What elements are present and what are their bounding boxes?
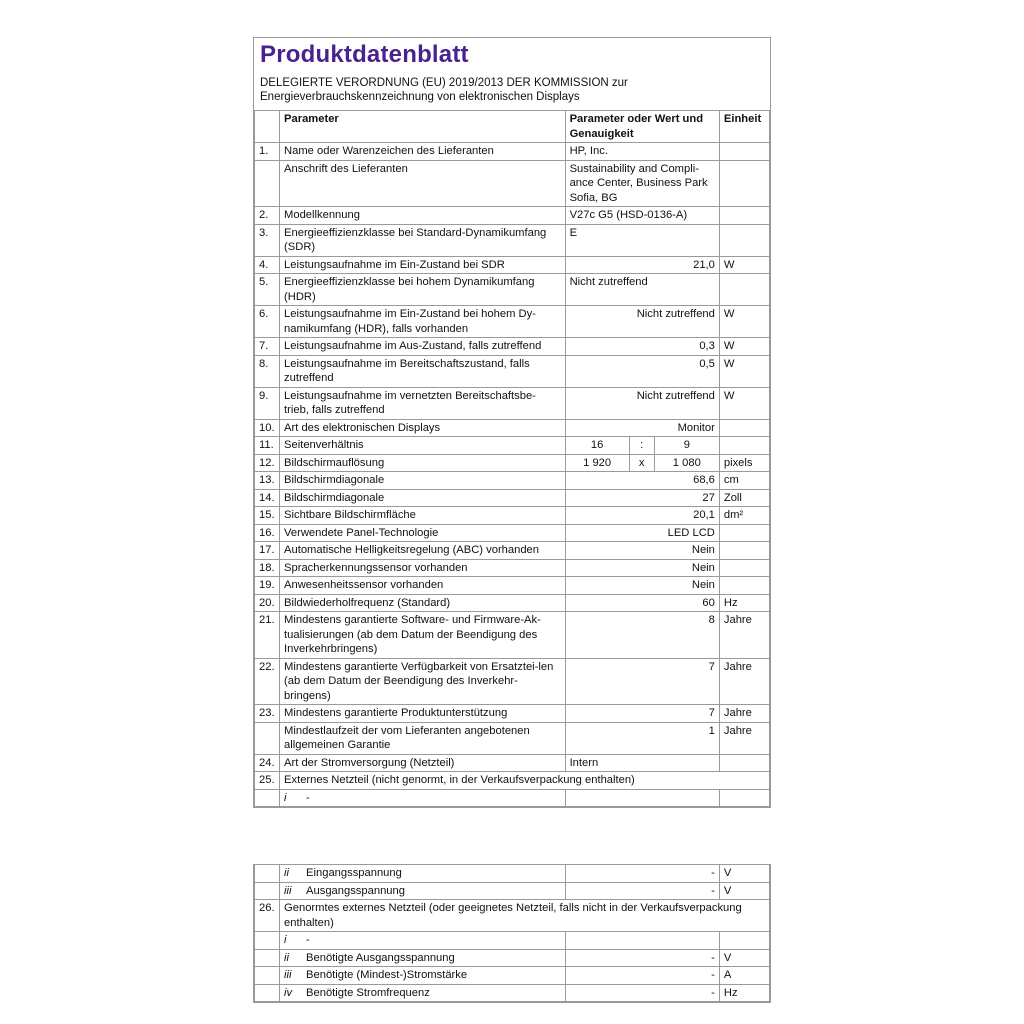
table-row	[255, 524, 770, 542]
row-unit: Jahre	[719, 658, 769, 705]
table-header-row	[255, 111, 770, 143]
table-row-external-psu	[255, 772, 770, 790]
table-subrow	[255, 984, 770, 1002]
spec-table	[254, 110, 770, 807]
row-value: 60	[565, 594, 719, 612]
subrow-unit: V	[719, 865, 769, 883]
row-number: 8.	[255, 355, 280, 387]
subrow-label-cell	[280, 882, 566, 900]
row-unit	[719, 524, 769, 542]
row-value: Sustainability and Compli-ance Center, Business Park Sofia, BG	[565, 160, 719, 207]
row-unit: W	[719, 256, 769, 274]
subrow-index: i	[284, 934, 287, 946]
subrow-label-cell	[280, 865, 566, 883]
subrow-label-cell	[280, 932, 566, 950]
row-label: Anschrift des Lieferanten	[280, 160, 566, 207]
aspect-second-value: 9	[654, 437, 719, 455]
row-label: Bildwiederholfrequenz (Standard)	[280, 594, 566, 612]
table-row	[255, 722, 770, 754]
row-label: Mindestlaufzeit der vom Lieferanten angebotenen allgemeinen Garantie	[280, 722, 566, 754]
subrow-index: ii	[284, 867, 290, 879]
table-subrow	[255, 932, 770, 950]
row-unit	[719, 754, 769, 772]
table-row	[255, 387, 770, 419]
row-value: Nicht zutreffend	[565, 306, 719, 338]
row-value: Intern	[565, 754, 719, 772]
row-label: Seitenverhältnis	[280, 437, 566, 455]
table-row	[255, 355, 770, 387]
row-number: 4.	[255, 256, 280, 274]
header-num-cell	[255, 111, 280, 143]
resolution-first-value: 1 920	[565, 454, 629, 472]
subrow-value	[565, 789, 719, 807]
row-unit: W	[719, 355, 769, 387]
row-value: 8	[565, 612, 719, 659]
subrow-index: iv	[284, 986, 293, 999]
row-label: Externes Netzteil (nicht genormt, in der Verkaufsverpackung enthalten)	[280, 772, 770, 790]
subrow-value	[565, 932, 719, 950]
row-unit	[719, 559, 769, 577]
subrow-label: Ausgangsspannung	[306, 884, 405, 897]
table-subrow	[255, 967, 770, 985]
table-row	[255, 559, 770, 577]
row-label: Mindestens garantierte Verfügbarkeit von Ersatztei-len (ab dem Datum der Beendigung des Inverkehr-bringens)	[280, 658, 566, 705]
row-number: 12.	[255, 454, 280, 472]
row-label: Verwendete Panel-Technologie	[280, 524, 566, 542]
row-number: 19.	[255, 577, 280, 595]
row-unit: cm	[719, 472, 769, 490]
subrow-label: -	[306, 791, 310, 804]
row-label: Leistungsaufnahme im Ein-Zustand bei SDR	[280, 256, 566, 274]
table-row	[255, 658, 770, 705]
table-row	[255, 594, 770, 612]
datasheet-page-1	[253, 37, 771, 808]
row-number: 7.	[255, 338, 280, 356]
table-subrow	[255, 882, 770, 900]
header-unit: Einheit	[719, 111, 769, 143]
table-row-standard-psu	[255, 900, 770, 932]
row-value: 0,5	[565, 355, 719, 387]
row-number: 1.	[255, 143, 280, 161]
row-number	[255, 722, 280, 754]
row-value: 7	[565, 658, 719, 705]
row-value: 7	[565, 705, 719, 723]
row-value: 20,1	[565, 507, 719, 525]
row-label: Bildschirmdiagonale	[280, 489, 566, 507]
row-number-empty	[255, 865, 280, 883]
row-unit: Hz	[719, 594, 769, 612]
table-row	[255, 612, 770, 659]
subrow-unit: Hz	[719, 984, 769, 1002]
row-label: Leistungsaufnahme im Aus-Zustand, falls zutreffend	[280, 338, 566, 356]
row-number: 17.	[255, 542, 280, 560]
row-value: 0,3	[565, 338, 719, 356]
row-label: Modellkennung	[280, 207, 566, 225]
table-row	[255, 507, 770, 525]
table-row	[255, 577, 770, 595]
datasheet-header	[254, 38, 770, 110]
row-unit: W	[719, 306, 769, 338]
header-parameter: Parameter	[280, 111, 566, 143]
row-number: 21.	[255, 612, 280, 659]
page-title: Produktdatenblatt	[260, 41, 469, 68]
row-number-empty	[255, 984, 280, 1002]
regulation-subtitle: DELEGIERTE VERORDNUNG (EU) 2019/2013 DER KOMMISSION zur Energieverbrauchskennzeichnung von elektronischen Displays	[260, 77, 628, 103]
row-label: Name oder Warenzeichen des Lieferanten	[280, 143, 566, 161]
subrow-label-cell	[280, 949, 566, 967]
subrow-unit: A	[719, 967, 769, 985]
table-row	[255, 489, 770, 507]
subrow-value: -	[565, 967, 719, 985]
subrow-value: -	[565, 984, 719, 1002]
row-number: 10.	[255, 419, 280, 437]
table-subrow	[255, 949, 770, 967]
row-number: 25.	[255, 772, 280, 790]
resolution-separator: x	[629, 454, 654, 472]
row-number: 9.	[255, 387, 280, 419]
row-number: 5.	[255, 274, 280, 306]
table-subrow	[255, 789, 770, 807]
row-value: Nein	[565, 559, 719, 577]
row-value: 21,0	[565, 256, 719, 274]
datasheet-page-2	[253, 864, 771, 1003]
row-unit	[719, 224, 769, 256]
row-number-empty	[255, 789, 280, 807]
table-row	[255, 143, 770, 161]
row-value: 1	[565, 722, 719, 754]
row-label: Bildschirmdiagonale	[280, 472, 566, 490]
table-row	[255, 338, 770, 356]
subrow-value: -	[565, 949, 719, 967]
table-row	[255, 472, 770, 490]
table-row	[255, 207, 770, 225]
row-unit	[719, 274, 769, 306]
row-number: 23.	[255, 705, 280, 723]
row-label: Spracherkennungssensor vorhanden	[280, 559, 566, 577]
row-label: Art des elektronischen Displays	[280, 419, 566, 437]
row-number-empty	[255, 967, 280, 985]
row-number: 18.	[255, 559, 280, 577]
row-unit: dm²	[719, 507, 769, 525]
row-number: 15.	[255, 507, 280, 525]
row-unit: pixels	[719, 454, 769, 472]
row-unit: W	[719, 387, 769, 419]
row-label: Bildschirmauflösung	[280, 454, 566, 472]
row-value: 68,6	[565, 472, 719, 490]
row-label: Mindestens garantierte Produktunterstützung	[280, 705, 566, 723]
table-row	[255, 160, 770, 207]
resolution-second-value: 1 080	[654, 454, 719, 472]
subrow-label: Eingangsspannung	[306, 867, 402, 879]
table-row	[255, 705, 770, 723]
aspect-first-value: 16	[565, 437, 629, 455]
row-unit: Zoll	[719, 489, 769, 507]
row-label: Energieeffizienzklasse bei Standard-Dynamikumfang (SDR)	[280, 224, 566, 256]
spec-table-continued	[254, 864, 770, 1002]
row-unit: W	[719, 338, 769, 356]
row-value: Monitor	[565, 419, 719, 437]
subrow-index: iii	[284, 884, 292, 897]
aspect-separator: :	[629, 437, 654, 455]
row-unit	[719, 419, 769, 437]
row-number-empty	[255, 882, 280, 900]
row-unit	[719, 207, 769, 225]
subrow-unit: V	[719, 882, 769, 900]
row-number: 6.	[255, 306, 280, 338]
row-value: LED LCD	[565, 524, 719, 542]
row-label: Leistungsaufnahme im Ein-Zustand bei hohem Dy-namikumfang (HDR), falls vorhanden	[280, 306, 566, 338]
row-unit	[719, 577, 769, 595]
row-number: 22.	[255, 658, 280, 705]
table-row	[255, 754, 770, 772]
row-value: Nicht zutreffend	[565, 274, 719, 306]
row-number: 20.	[255, 594, 280, 612]
table-subrow	[255, 865, 770, 883]
subrow-unit: V	[719, 949, 769, 967]
row-value: Nicht zutreffend	[565, 387, 719, 419]
subrow-index: ii	[284, 951, 290, 964]
row-number: 13.	[255, 472, 280, 490]
row-unit: Jahre	[719, 612, 769, 659]
row-value: HP, Inc.	[565, 143, 719, 161]
row-unit: Jahre	[719, 705, 769, 723]
row-label: Leistungsaufnahme im vernetzten Bereitschaftsbe-trieb, falls zutreffend	[280, 387, 566, 419]
subrow-label: -	[306, 934, 310, 946]
subrow-label-cell	[280, 967, 566, 985]
subrow-value: -	[565, 865, 719, 883]
subrow-label: Benötigte (Mindest-)Stromstärke	[306, 969, 468, 981]
row-number: 3.	[255, 224, 280, 256]
row-value: Nein	[565, 542, 719, 560]
table-row	[255, 274, 770, 306]
subrow-unit	[719, 789, 769, 807]
row-number-empty	[255, 932, 280, 950]
subrow-label: Benötigte Stromfrequenz	[306, 986, 430, 999]
row-number: 2.	[255, 207, 280, 225]
subrow-index: i	[284, 791, 287, 804]
header-value: Parameter oder Wert und Genauigkeit	[565, 111, 719, 143]
row-value: 27	[565, 489, 719, 507]
row-value: E	[565, 224, 719, 256]
row-unit: Jahre	[719, 722, 769, 754]
subrow-label: Benötigte Ausgangsspannung	[306, 951, 455, 964]
row-number: 11.	[255, 437, 280, 455]
row-label: Sichtbare Bildschirmfläche	[280, 507, 566, 525]
row-unit	[719, 542, 769, 560]
table-row-resolution	[255, 454, 770, 472]
row-unit	[719, 143, 769, 161]
subrow-label-cell	[280, 789, 566, 807]
table-row	[255, 256, 770, 274]
row-number-empty	[255, 949, 280, 967]
table-row	[255, 542, 770, 560]
row-label: Automatische Helligkeitsregelung (ABC) vorhanden	[280, 542, 566, 560]
row-unit	[719, 437, 769, 455]
row-value: Nein	[565, 577, 719, 595]
row-number: 26.	[255, 900, 280, 932]
row-value: V27c G5 (HSD-0136-A)	[565, 207, 719, 225]
row-label: Anwesenheitssensor vorhanden	[280, 577, 566, 595]
row-unit	[719, 160, 769, 207]
subrow-unit	[719, 932, 769, 950]
row-label: Leistungsaufnahme im Bereitschaftszustand, falls zutreffend	[280, 355, 566, 387]
row-label: Art der Stromversorgung (Netzteil)	[280, 754, 566, 772]
row-label: Mindestens garantierte Software- und Firmware-Ak-tualisierungen (ab dem Datum der Beendigung des Inverkehrbringens)	[280, 612, 566, 659]
row-number: 14.	[255, 489, 280, 507]
table-row	[255, 419, 770, 437]
table-row	[255, 306, 770, 338]
row-number: 16.	[255, 524, 280, 542]
row-number: 24.	[255, 754, 280, 772]
row-number	[255, 160, 280, 207]
table-row-aspect	[255, 437, 770, 455]
table-row	[255, 224, 770, 256]
row-label: Genormtes externes Netzteil (oder geeignetes Netzteil, falls nicht in der Verkaufsverpackung enthalten)	[280, 900, 770, 932]
subrow-label-cell	[280, 984, 566, 1002]
subrow-value: -	[565, 882, 719, 900]
subrow-index: iii	[284, 969, 292, 981]
row-label: Energieeffizienzklasse bei hohem Dynamikumfang (HDR)	[280, 274, 566, 306]
